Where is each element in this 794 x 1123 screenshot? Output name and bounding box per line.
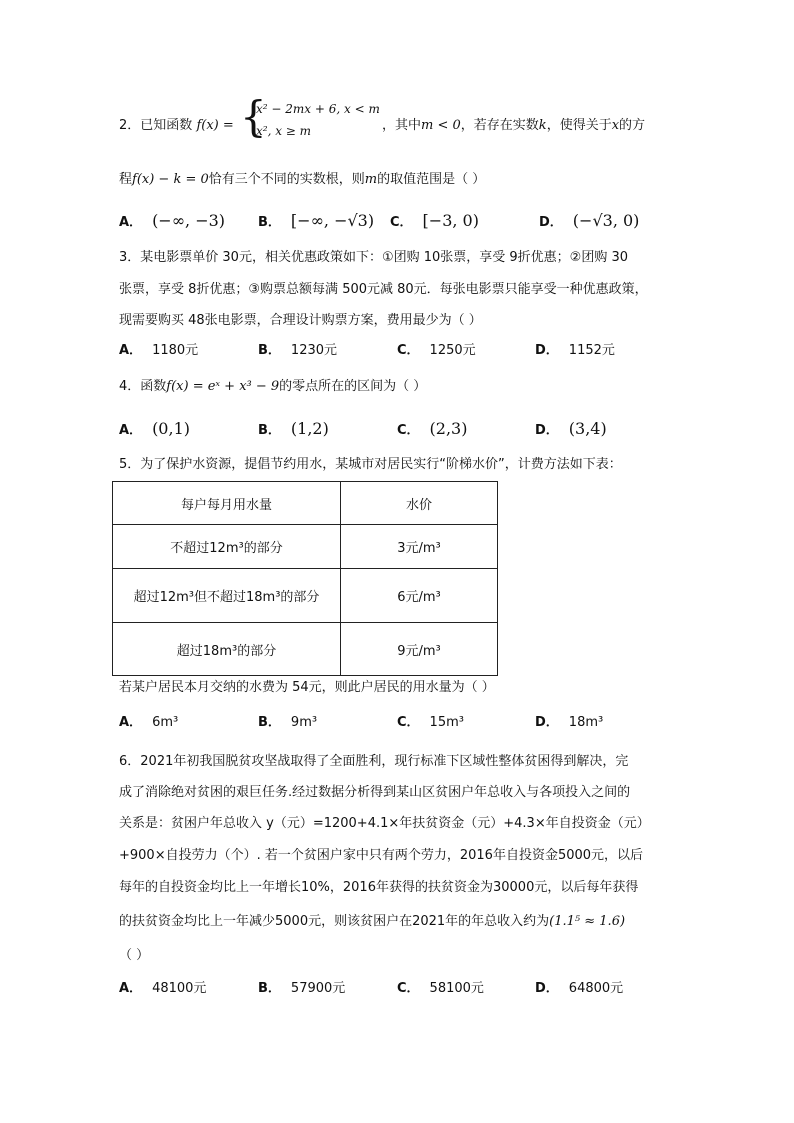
q2-piece1: x² − 2mx + 6, x < m [256,102,380,116]
q4-option-a-key: A． [119,423,143,438]
q4-option-a-value: (0,1) [152,419,190,438]
q3-line2: 张票，享受 8折优惠；③购票总额每满 500元减 80元．每张电影票只能享受一种优惠政策， [119,282,648,297]
q2-piece2: x², x ≥ m [256,124,312,138]
q2-option-c-key: C． [390,215,413,230]
q2-tail4: 的方 [619,118,646,133]
q2-brace: { [240,92,267,141]
table-header-price: 水价 [341,482,498,525]
q2-m: m [364,172,378,187]
q2-line1 [119,116,234,136]
q2-line2 [119,170,485,190]
q4-option-b [258,418,329,442]
q6-option-a [119,978,206,1000]
q6-approx: (1.1⁵ ≈ 1.6) [549,914,626,929]
q4-option-b-key: B． [258,423,281,438]
q2-lead: 已知函数 [140,118,193,133]
table-row [113,623,498,676]
q2-line2a: 程 [119,172,133,187]
q2-fx: f(x) = [196,118,234,133]
q2-option-a-value: (−∞, −3) [152,211,226,230]
table-cell-usage: 超过18m³的部分 [113,623,341,676]
table-cell-usage: 不超过12m³的部分 [113,525,341,569]
q3-option-c [397,340,476,362]
q3-options [119,340,679,362]
table-cell-price: 6元/m³ [341,569,498,623]
q4-option-c-key: C． [397,423,420,438]
q5-option-c-key: C． [397,715,420,730]
q2-number: 2． [119,118,141,133]
table-cell-price: 3元/m³ [341,525,498,569]
q3-option-a-value: 1180元 [152,343,199,358]
table-cell-price: 9元/m³ [341,623,498,676]
q2-option-a [119,210,225,234]
q2-line2c: 的取值范围是（ ） [377,172,486,187]
table-cell-usage: 超过12m³但不超过18m³的部分 [113,569,341,623]
q6-line3: 关系是：贫困户年总收入 y（元）=1200+4.1×年扶贫资金（元）+4.3×年自投资金（元） [119,816,650,831]
q3-option-c-value: 1250元 [429,343,476,358]
q5-option-b [258,712,317,734]
q5-question: 若某户居民本月交纳的水费为 54元，则此户居民的用水量为（ ） [119,680,495,695]
q4-line1 [119,377,426,397]
q6-line4: +900×自投劳力（个）. 若一个贫困户家中只有两个劳力，2016年自投资金5000元，以后 [119,848,644,863]
q6-option-c [397,978,484,1000]
q5-line1: 5．为了保护水资源，提倡节约用水，某城市对居民实行“阶梯水价”，计费方法如下表： [119,457,622,472]
q6-option-d-value: 64800元 [568,981,624,996]
q6-options [119,978,679,1000]
q2-line1-tail [382,116,645,136]
q4-option-d [535,418,607,442]
q2-option-c [390,210,479,234]
q3-option-d-value: 1152元 [568,343,615,358]
q6-line6 [119,912,625,932]
q2-equation: f(x) − k = 0 [132,172,209,187]
q6-blank: （ ） [119,948,150,963]
q2-option-b [258,210,374,234]
q4-option-c [397,418,467,442]
q5-option-a-key: A． [119,715,143,730]
q6-option-c-key: C． [397,981,420,996]
q5-option-d-key: D． [535,715,559,730]
q6-option-b-key: B． [258,981,281,996]
q5-option-c-value: 15m³ [429,715,464,730]
q6-option-c-value: 58100元 [429,981,484,996]
q6-line2: 成了消除绝对贫困的艰巨任务.经过数据分析得到某山区贫困户年总收入与各项投入之间的 [119,785,631,800]
q3-option-b-key: B． [258,343,281,358]
q3-option-c-key: C． [397,343,420,358]
q6-option-b [258,978,345,1000]
q4-option-b-value: (1,2) [290,419,329,438]
q2-option-d [539,210,639,234]
q5-option-c [397,712,464,734]
q4-option-d-value: (3,4) [568,419,607,438]
q6-option-d [535,978,623,1000]
q3-line1: 3．某电影票单价 30元，相关优惠政策如下：①团购 10张票，享受 9折优惠；②团购 30 [119,250,629,265]
q2-tail3: ，使得关于 [546,118,612,133]
q2-tail2: ，若存在实数 [460,118,539,133]
table-header-row [113,482,498,525]
q2-tail: ，其中 [382,118,422,133]
q2-option-d-key: D． [539,215,563,230]
q2-k: k [538,118,547,133]
q6-option-a-key: A． [119,981,143,996]
q5-option-a-value: 6m³ [152,715,179,730]
q4-options [119,418,679,440]
q5-options [119,712,679,734]
q4-option-c-value: (2,3) [429,419,468,438]
water-price-table [112,481,498,676]
q5-option-a [119,712,178,734]
table-row [113,525,498,569]
q3-option-a-key: A． [119,343,143,358]
q2-options [119,210,679,232]
table-row [113,569,498,623]
q3-option-d-key: D． [535,343,559,358]
q2-option-c-value: [−3, 0) [422,211,479,230]
q4-option-d-key: D． [535,423,559,438]
q6-line1: 6．2021年初我国脱贫攻坚战取得了全面胜利，现行标准下区域性整体贫困得到解决，完 [119,754,629,769]
q4-expression: f(x) = eˣ + x³ − 9 [166,379,280,394]
q6-line6-text: 的扶贫资金均比上一年减少5000元，则该贫困户在2021年的年总收入约为 [119,914,550,929]
q2-x: x [611,118,620,133]
q2-option-d-value: (−√3, 0) [572,211,640,230]
q6-option-d-key: D． [535,981,559,996]
q3-line3: 现需要购买 48张电影票，合理设计购票方案，费用最少为（ ） [119,313,482,328]
q2-piecewise [240,92,380,146]
q2-cond: m < 0 [421,118,461,133]
q6-option-b-value: 57900元 [290,981,346,996]
q5-option-d-value: 18m³ [568,715,604,730]
q6-option-a-value: 48100元 [152,981,207,996]
q3-option-d [535,340,615,362]
q4-tail: 的零点所在的区间为（ ） [279,379,427,394]
q2-line2b: 恰有三个不同的实数根，则 [208,172,365,187]
q5-option-b-value: 9m³ [290,715,318,730]
q3-option-a [119,340,198,362]
q2-option-b-value: [−∞, −√3) [290,211,375,230]
q6-line5: 每年的自投资金均比上一年增长10%，2016年获得的扶贫资金为30000元，以后每年获得 [119,880,639,895]
q2-option-b-key: B． [258,215,281,230]
q4-option-a [119,418,190,442]
q3-option-b [258,340,337,362]
q5-option-d [535,712,603,734]
q5-option-b-key: B． [258,715,281,730]
q2-option-a-key: A． [119,215,143,230]
table-header-usage: 每户每月用水量 [113,482,341,525]
q4-number: 4．函数 [119,379,167,394]
q3-option-b-value: 1230元 [290,343,338,358]
